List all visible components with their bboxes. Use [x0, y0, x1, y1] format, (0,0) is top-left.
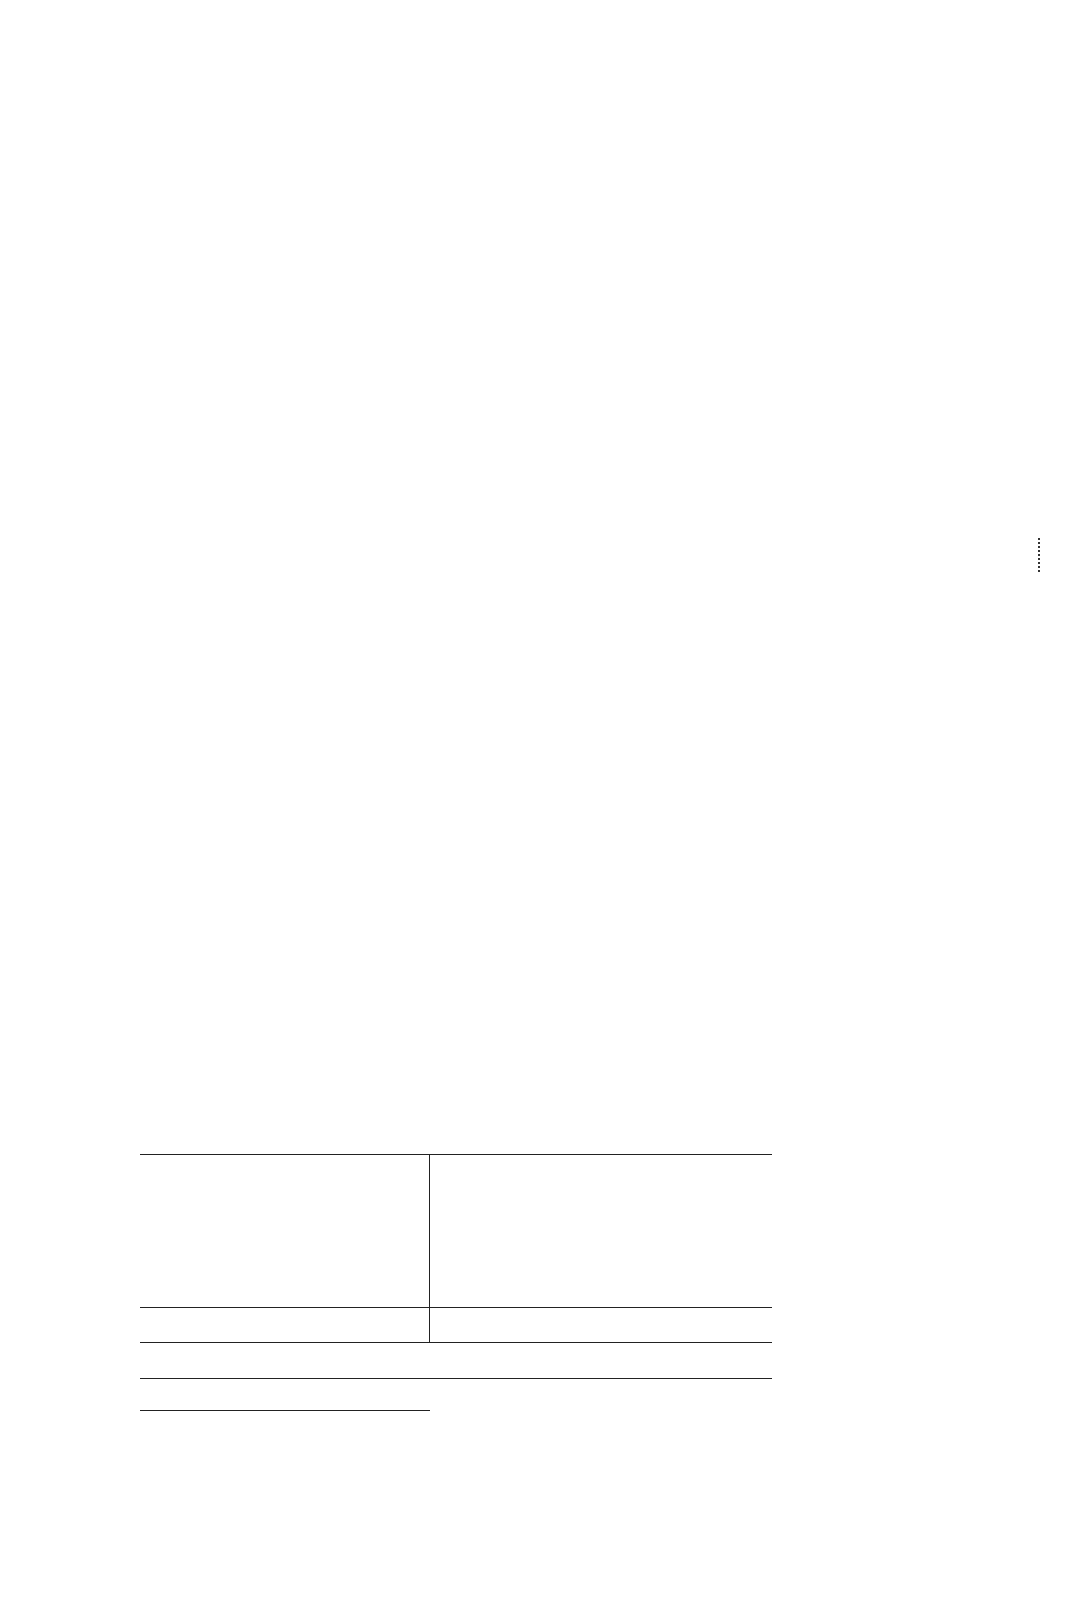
separator-line [140, 1342, 772, 1343]
separator-line [140, 1307, 772, 1308]
column-divider [429, 1154, 430, 1342]
separator-line [140, 1410, 430, 1411]
separator-line [140, 1154, 772, 1155]
margin-mark [1038, 538, 1043, 572]
separator-line [140, 1378, 772, 1379]
